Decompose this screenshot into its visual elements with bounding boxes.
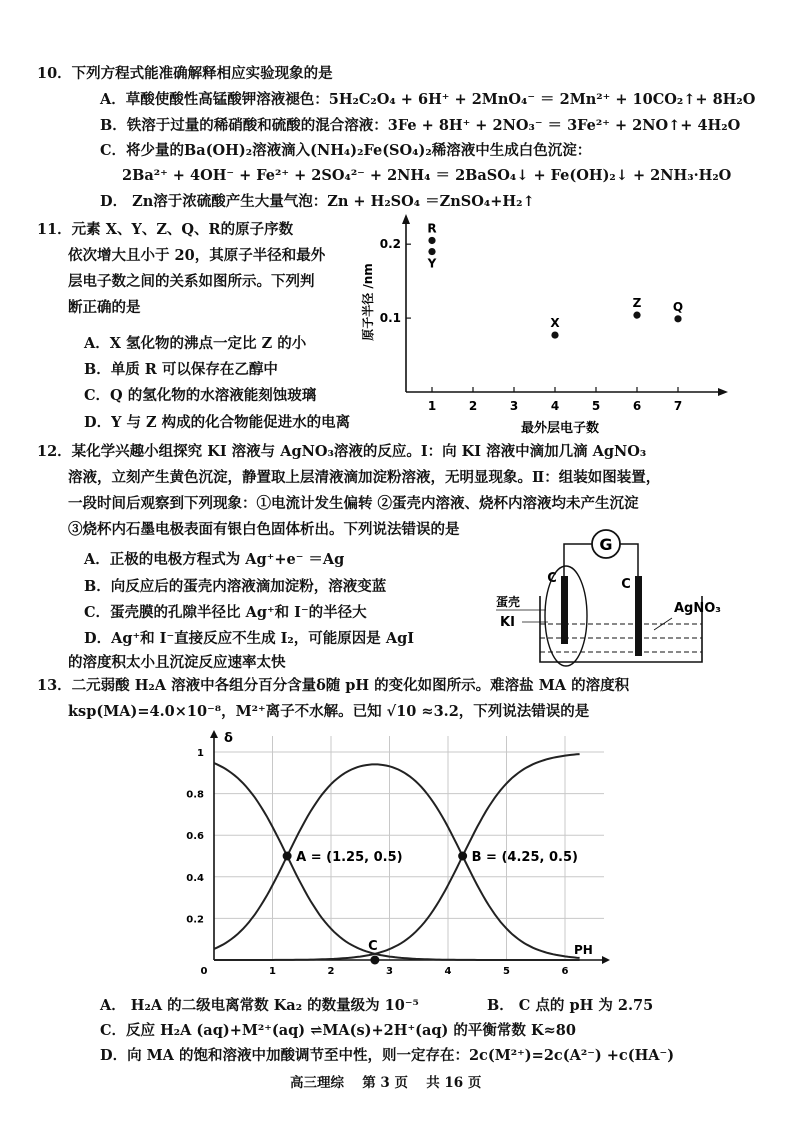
radius-point-label-z: Z — [632, 296, 642, 311]
q12-stem-3: 一段时间后观察到下列现象：①电流计发生偏转 ②蛋壳内溶液、烧杯内溶液均未产生沉淀 — [68, 495, 639, 512]
distribution-chart-y-tick-label: 0.2 — [186, 914, 204, 926]
wire-right — [620, 544, 638, 576]
electrode-left — [561, 576, 568, 644]
radius-chart-x-tick-label: 7 — [673, 399, 683, 413]
q11-stem-2: 依次增大且小于 20，其原子半径和最外 — [68, 247, 326, 264]
radius-point-label-r: R — [427, 221, 437, 236]
radius-chart-x-tick-label: 4 — [550, 399, 560, 413]
radius-point-z — [633, 312, 640, 319]
q11-stem-3: 层电子数之间的关系如图所示。下列判 — [68, 273, 315, 290]
q12-option-d-cont: 的溶度积太小且沉淀反应速率太快 — [68, 654, 286, 671]
radius-chart-x-tick-label: 2 — [468, 399, 478, 413]
q13-option-d: D．向 MA 的饱和溶液中加酸调节至中性，则一定存在：2c(M²⁺)=2c(A²⁻) +c(HA⁻) — [100, 1047, 675, 1064]
q10-option-b: B．铁溶于过量的稀硝酸和硫酸的混合溶液：3Fe + 8H⁺ + 2NO₃⁻ ＝ 3Fe²⁺ + 2NO↑+ 4H₂O — [100, 117, 741, 134]
q13-option-b: B． C 点的 pH 为 2.75 — [487, 997, 654, 1014]
radius-chart-x-arrow — [718, 388, 728, 396]
electrode-left-label: C — [547, 571, 557, 586]
ki-label: KI — [500, 615, 515, 630]
page-footer: 高三理综 第 3 页 共 16 页 — [290, 1075, 482, 1091]
electrode-right-label: C — [621, 577, 631, 592]
q12-option-a: A．正极的电极方程式为 Ag⁺+e⁻ ＝Ag — [84, 551, 345, 568]
distribution-chart-x-tick-label: 5 — [503, 966, 510, 977]
radius-chart-x-tick-label: 1 — [427, 399, 437, 413]
radius-chart-x-tick-label: 5 — [591, 399, 601, 413]
radius-point-q — [674, 315, 681, 322]
radius-chart-ylabel: 原子半径 /nm — [361, 263, 375, 341]
distribution-chart-x-tick-label: 1 — [269, 966, 276, 977]
q10-option-d: D． Zn溶于浓硫酸产生大量气泡：Zn + H₂SO₄ ＝ZnSO₄+H₂↑ — [100, 193, 535, 210]
annotation-point — [283, 852, 292, 861]
q11-stem-4: 断正确的是 — [68, 299, 141, 316]
distribution-chart-x-tick-label: 2 — [327, 966, 335, 977]
q13-option-a: A． H₂A 的二级电离常数 Ka₂ 的数量级为 10⁻⁵ — [100, 997, 419, 1014]
q12-stem-1: 12．某化学兴趣小组探究 KI 溶液与 AgNO₃溶液的反应。Ⅰ：向 KI 溶液中滴加几滴 AgNO₃ — [37, 443, 647, 460]
q11-option-b: B．单质 R 可以保存在乙醇中 — [84, 361, 278, 378]
agno3-label: AgNO₃ — [674, 601, 721, 616]
distribution-chart-y-arrow — [210, 730, 218, 738]
q13-option-c: C．反应 H₂A (aq)+M²⁺(aq) ⇌MA(s)+2H⁺(aq) 的平衡常数 K≈80 — [100, 1022, 576, 1039]
radius-chart-xlabel: 最外层电子数 — [520, 421, 600, 436]
radius-chart-x-tick-label: 3 — [509, 399, 519, 413]
distribution-chart-y-tick-label: 1 — [197, 748, 204, 759]
distribution-chart-y-tick-label: 0.6 — [186, 831, 204, 843]
q12-option-b: B．向反应后的蛋壳内溶液滴加淀粉，溶液变蓝 — [84, 578, 387, 595]
q10-option-c-equation: 2Ba²⁺ + 4OH⁻ + Fe²⁺ + 2SO₄²⁻ + 2NH₄ ＝ 2BaSO₄↓ + Fe(OH)₂↓ + 2NH₃·H₂O — [122, 167, 732, 184]
distribution-chart-x-tick-label: 0 — [200, 966, 208, 977]
q11-stem-1: 11．元素 X、Y、Z、Q、R的原子序数 — [37, 221, 294, 238]
electrode-right — [635, 576, 642, 656]
radius-chart-y-tick-label: 0.1 — [379, 311, 401, 326]
annotation-point — [458, 852, 467, 861]
distribution-chart-x-arrow — [602, 956, 610, 964]
q10-option-a: A．草酸使酸性高锰酸钾溶液褪色：5H₂C₂O₄ + 6H⁺ + 2MnO₄⁻ ＝ 2Mn²⁺ + 10CO₂↑+ 8H₂O — [100, 91, 756, 108]
radius-point-r — [428, 237, 435, 244]
q13-stem-1: 13．二元弱酸 H₂A 溶液中各组分百分含量δ随 pH 的变化如图所示。难溶盐 MA 的溶度积 — [37, 677, 630, 694]
distribution-chart-y-tick-label: 0.8 — [186, 789, 204, 801]
distribution-chart-x-tick-label: 4 — [444, 966, 452, 977]
q12-option-c: C．蛋壳膜的孔隙半径比 Ag⁺和 I⁻的半径大 — [84, 604, 367, 621]
q11-option-d: D．Y 与 Z 构成的化合物能促进水的电离 — [84, 414, 351, 431]
distribution-chart-ylabel: δ — [224, 731, 233, 746]
q10-option-c: C．将少量的Ba(OH)₂溶液滴入(NH₄)₂Fe(SO₄)₂稀溶液中生成白色沉淀： — [100, 142, 592, 159]
wire-left — [564, 544, 592, 576]
q12-stem-2: 溶液，立刻产生黄色沉淀，静置取上层清液滴加淀粉溶液，无明显现象。Ⅱ：组装如图装置， — [68, 469, 661, 486]
annotation-point — [370, 956, 379, 965]
q12-option-d: D．Ag⁺和 I⁻直接反应不生成 I₂，可能原因是 AgI — [84, 630, 415, 647]
radius-point-label-x: X — [550, 316, 560, 331]
radius-point-label-y: Y — [427, 256, 437, 271]
galvanic-cell-diagram — [486, 526, 736, 671]
q11-option-a: A．X 氢化物的沸点一定比 Z 的小 — [84, 335, 307, 352]
radius-chart-y-arrow — [402, 214, 410, 224]
radius-point-x — [551, 331, 558, 338]
annotation-label: A = (1.25, 0.5) — [296, 850, 403, 865]
distribution-chart — [186, 728, 630, 984]
distribution-chart-xlabel: PH — [574, 943, 593, 957]
annotation-label: C — [368, 939, 378, 954]
radius-scatter-chart — [358, 214, 728, 438]
radius-chart-x-tick-label: 6 — [632, 399, 642, 413]
radius-chart-y-tick-label: 0.2 — [379, 237, 401, 252]
annotation-label: B = (4.25, 0.5) — [471, 850, 578, 865]
q11-option-c: C．Q 的氢化物的水溶液能刻蚀玻璃 — [84, 387, 317, 404]
distribution-chart-x-tick-label: 6 — [561, 966, 569, 977]
distribution-chart-y-tick-label: 0.4 — [186, 872, 204, 884]
q13-stem-2: ksp(MA)=4.0×10⁻⁸，M²⁺离子不水解。已知 √10 ≈3.2，下列说法错误的是 — [68, 703, 590, 720]
q12-stem-4: ③烧杯内石墨电极表面有银白色固体析出。下列说法错误的是 — [68, 521, 460, 538]
eggshell-label: 蛋壳 — [496, 595, 521, 609]
q10-stem: 10．下列方程式能准确解释相应实验现象的是 — [37, 65, 333, 82]
radius-point-y — [428, 248, 435, 255]
radius-point-label-q: Q — [672, 299, 684, 314]
distribution-chart-x-tick-label: 3 — [386, 966, 393, 977]
galvanometer-label: G — [599, 535, 613, 554]
